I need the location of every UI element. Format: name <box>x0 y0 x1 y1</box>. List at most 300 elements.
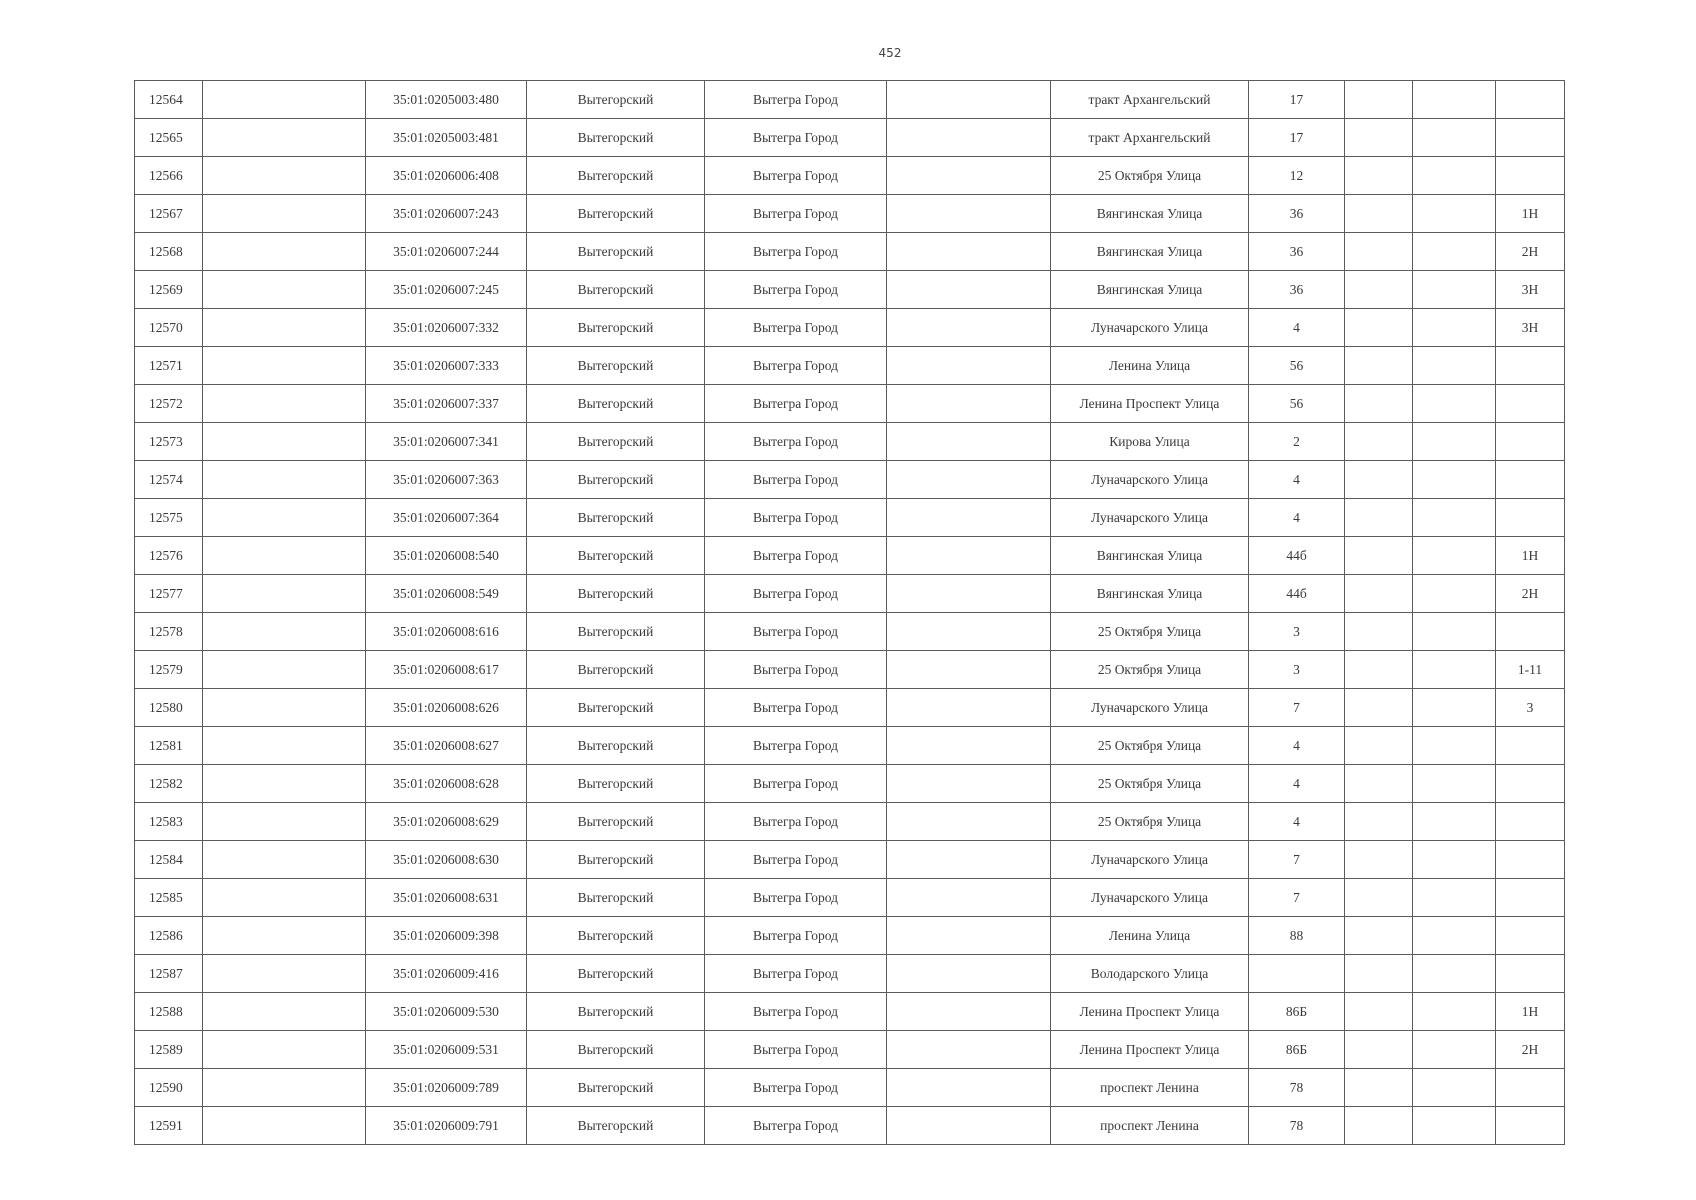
district-cell: Вытегорский <box>527 537 705 575</box>
apartment-cell <box>1496 1069 1565 1107</box>
street-cell: 25 Октября Улица <box>1051 803 1249 841</box>
building-cell <box>1345 689 1413 727</box>
locality-cell <box>887 499 1051 537</box>
district-cell: Вытегорский <box>527 727 705 765</box>
structure-cell <box>1413 119 1496 157</box>
record-number-cell: 12577 <box>135 575 203 613</box>
building-cell <box>1345 727 1413 765</box>
cadastral-number-cell: 35:01:0206009:531 <box>366 1031 527 1069</box>
structure-cell <box>1413 917 1496 955</box>
table-row <box>135 955 1565 993</box>
apartment-cell <box>1496 727 1565 765</box>
blank-column-cell <box>203 955 366 993</box>
district-cell: Вытегорский <box>527 879 705 917</box>
blank-column-cell <box>203 461 366 499</box>
locality-cell <box>887 613 1051 651</box>
settlement-cell: Вытегра Город <box>705 81 887 119</box>
apartment-cell <box>1496 347 1565 385</box>
district-cell: Вытегорский <box>527 81 705 119</box>
house-number-cell: 3 <box>1249 651 1345 689</box>
settlement-cell: Вытегра Город <box>705 157 887 195</box>
house-number-cell: 56 <box>1249 385 1345 423</box>
blank-column-cell <box>203 1031 366 1069</box>
street-cell: Вянгинская Улица <box>1051 195 1249 233</box>
settlement-cell: Вытегра Город <box>705 955 887 993</box>
locality-cell <box>887 803 1051 841</box>
house-number-cell: 4 <box>1249 727 1345 765</box>
record-number-cell: 12580 <box>135 689 203 727</box>
locality-cell <box>887 1107 1051 1145</box>
street-cell: Луначарского Улица <box>1051 499 1249 537</box>
table-row <box>135 727 1565 765</box>
table-row <box>135 81 1565 119</box>
cadastral-number-cell: 35:01:0206008:628 <box>366 765 527 803</box>
cadastral-number-cell: 35:01:0206009:416 <box>366 955 527 993</box>
building-cell <box>1345 347 1413 385</box>
record-number-cell: 12576 <box>135 537 203 575</box>
blank-column-cell <box>203 879 366 917</box>
table-row <box>135 841 1565 879</box>
house-number-cell: 78 <box>1249 1107 1345 1145</box>
settlement-cell: Вытегра Город <box>705 803 887 841</box>
blank-column-cell <box>203 993 366 1031</box>
cadastral-number-cell: 35:01:0206008:626 <box>366 689 527 727</box>
district-cell: Вытегорский <box>527 803 705 841</box>
table-row <box>135 613 1565 651</box>
building-cell <box>1345 233 1413 271</box>
house-number-cell: 12 <box>1249 157 1345 195</box>
district-cell: Вытегорский <box>527 309 705 347</box>
street-cell: Луначарского Улица <box>1051 841 1249 879</box>
record-number-cell: 12591 <box>135 1107 203 1145</box>
cadastral-number-cell: 35:01:0206006:408 <box>366 157 527 195</box>
street-cell: Луначарского Улица <box>1051 461 1249 499</box>
table-row <box>135 499 1565 537</box>
settlement-cell: Вытегра Город <box>705 575 887 613</box>
blank-column-cell <box>203 157 366 195</box>
building-cell <box>1345 499 1413 537</box>
street-cell: 25 Октября Улица <box>1051 727 1249 765</box>
settlement-cell: Вытегра Город <box>705 537 887 575</box>
locality-cell <box>887 651 1051 689</box>
building-cell <box>1345 1107 1413 1145</box>
house-number-cell: 88 <box>1249 917 1345 955</box>
table-row <box>135 195 1565 233</box>
locality-cell <box>887 195 1051 233</box>
house-number-cell: 36 <box>1249 271 1345 309</box>
house-number-cell: 7 <box>1249 841 1345 879</box>
table-row <box>135 1069 1565 1107</box>
record-number-cell: 12568 <box>135 233 203 271</box>
apartment-cell <box>1496 841 1565 879</box>
street-cell: Кирова Улица <box>1051 423 1249 461</box>
settlement-cell: Вытегра Город <box>705 993 887 1031</box>
blank-column-cell <box>203 233 366 271</box>
structure-cell <box>1413 81 1496 119</box>
blank-column-cell <box>203 81 366 119</box>
district-cell: Вытегорский <box>527 1107 705 1145</box>
settlement-cell: Вытегра Город <box>705 1031 887 1069</box>
building-cell <box>1345 157 1413 195</box>
street-cell: Ленина Улица <box>1051 347 1249 385</box>
street-cell: Луначарского Улица <box>1051 879 1249 917</box>
apartment-cell: 3Н <box>1496 309 1565 347</box>
cadastral-number-cell: 35:01:0206008:616 <box>366 613 527 651</box>
record-number-cell: 12586 <box>135 917 203 955</box>
house-number-cell: 2 <box>1249 423 1345 461</box>
building-cell <box>1345 803 1413 841</box>
cadastral-number-cell: 35:01:0206007:333 <box>366 347 527 385</box>
record-number-cell: 12590 <box>135 1069 203 1107</box>
structure-cell <box>1413 651 1496 689</box>
settlement-cell: Вытегра Город <box>705 461 887 499</box>
apartment-cell <box>1496 803 1565 841</box>
apartment-cell: 1Н <box>1496 195 1565 233</box>
table-row <box>135 309 1565 347</box>
cadastral-number-cell: 35:01:0206007:341 <box>366 423 527 461</box>
record-number-cell: 12570 <box>135 309 203 347</box>
building-cell <box>1345 271 1413 309</box>
structure-cell <box>1413 385 1496 423</box>
apartment-cell <box>1496 385 1565 423</box>
blank-column-cell <box>203 1069 366 1107</box>
cadastral-number-cell: 35:01:0206007:243 <box>366 195 527 233</box>
locality-cell <box>887 461 1051 499</box>
structure-cell <box>1413 233 1496 271</box>
settlement-cell: Вытегра Город <box>705 233 887 271</box>
cadastral-number-cell: 35:01:0205003:480 <box>366 81 527 119</box>
district-cell: Вытегорский <box>527 765 705 803</box>
record-number-cell: 12587 <box>135 955 203 993</box>
district-cell: Вытегорский <box>527 1031 705 1069</box>
house-number-cell: 44б <box>1249 575 1345 613</box>
structure-cell <box>1413 1069 1496 1107</box>
street-cell: 25 Октября Улица <box>1051 651 1249 689</box>
settlement-cell: Вытегра Город <box>705 879 887 917</box>
house-number-cell: 17 <box>1249 81 1345 119</box>
building-cell <box>1345 423 1413 461</box>
building-cell <box>1345 575 1413 613</box>
house-number-cell: 56 <box>1249 347 1345 385</box>
record-number-cell: 12582 <box>135 765 203 803</box>
locality-cell <box>887 727 1051 765</box>
settlement-cell: Вытегра Город <box>705 271 887 309</box>
street-cell: Ленина Проспект Улица <box>1051 993 1249 1031</box>
house-number-cell: 7 <box>1249 689 1345 727</box>
apartment-cell <box>1496 423 1565 461</box>
record-number-cell: 12567 <box>135 195 203 233</box>
structure-cell <box>1413 765 1496 803</box>
street-cell: тракт Архангельский <box>1051 81 1249 119</box>
record-number-cell: 12565 <box>135 119 203 157</box>
cadastral-number-cell: 35:01:0206007:244 <box>366 233 527 271</box>
locality-cell <box>887 955 1051 993</box>
building-cell <box>1345 385 1413 423</box>
locality-cell <box>887 765 1051 803</box>
building-cell <box>1345 879 1413 917</box>
record-number-cell: 12583 <box>135 803 203 841</box>
settlement-cell: Вытегра Город <box>705 841 887 879</box>
house-number-cell: 44б <box>1249 537 1345 575</box>
street-cell: Ленина Улица <box>1051 917 1249 955</box>
blank-column-cell <box>203 309 366 347</box>
locality-cell <box>887 423 1051 461</box>
structure-cell <box>1413 993 1496 1031</box>
table-row <box>135 993 1565 1031</box>
locality-cell <box>887 1069 1051 1107</box>
building-cell <box>1345 955 1413 993</box>
table-row <box>135 803 1565 841</box>
record-number-cell: 12575 <box>135 499 203 537</box>
apartment-cell: 3 <box>1496 689 1565 727</box>
house-number-cell <box>1249 955 1345 993</box>
table-row <box>135 347 1565 385</box>
structure-cell <box>1413 157 1496 195</box>
district-cell: Вытегорский <box>527 689 705 727</box>
structure-cell <box>1413 537 1496 575</box>
house-number-cell: 4 <box>1249 765 1345 803</box>
blank-column-cell <box>203 423 366 461</box>
settlement-cell: Вытегра Город <box>705 765 887 803</box>
structure-cell <box>1413 1107 1496 1145</box>
settlement-cell: Вытегра Город <box>705 613 887 651</box>
table-row <box>135 461 1565 499</box>
structure-cell <box>1413 423 1496 461</box>
registry-table <box>134 80 1565 1145</box>
record-number-cell: 12588 <box>135 993 203 1031</box>
apartment-cell <box>1496 81 1565 119</box>
record-number-cell: 12581 <box>135 727 203 765</box>
table-row <box>135 575 1565 613</box>
apartment-cell <box>1496 879 1565 917</box>
cadastral-number-cell: 35:01:0206009:398 <box>366 917 527 955</box>
blank-column-cell <box>203 917 366 955</box>
locality-cell <box>887 157 1051 195</box>
cadastral-number-cell: 35:01:0206008:627 <box>366 727 527 765</box>
blank-column-cell <box>203 347 366 385</box>
locality-cell <box>887 81 1051 119</box>
house-number-cell: 36 <box>1249 233 1345 271</box>
settlement-cell: Вытегра Город <box>705 309 887 347</box>
street-cell: Вянгинская Улица <box>1051 233 1249 271</box>
settlement-cell: Вытегра Город <box>705 347 887 385</box>
structure-cell <box>1413 879 1496 917</box>
building-cell <box>1345 1031 1413 1069</box>
building-cell <box>1345 765 1413 803</box>
building-cell <box>1345 1069 1413 1107</box>
record-number-cell: 12571 <box>135 347 203 385</box>
table-row <box>135 879 1565 917</box>
settlement-cell: Вытегра Город <box>705 499 887 537</box>
street-cell: 25 Октября Улица <box>1051 613 1249 651</box>
blank-column-cell <box>203 613 366 651</box>
record-number-cell: 12589 <box>135 1031 203 1069</box>
apartment-cell <box>1496 613 1565 651</box>
blank-column-cell <box>203 841 366 879</box>
apartment-cell <box>1496 765 1565 803</box>
district-cell: Вытегорский <box>527 461 705 499</box>
cadastral-number-cell: 35:01:0206008:629 <box>366 803 527 841</box>
structure-cell <box>1413 499 1496 537</box>
street-cell: Вянгинская Улица <box>1051 537 1249 575</box>
district-cell: Вытегорский <box>527 233 705 271</box>
district-cell: Вытегорский <box>527 423 705 461</box>
record-number-cell: 12584 <box>135 841 203 879</box>
record-number-cell: 12585 <box>135 879 203 917</box>
structure-cell <box>1413 727 1496 765</box>
street-cell: тракт Архангельский <box>1051 119 1249 157</box>
structure-cell <box>1413 613 1496 651</box>
cadastral-number-cell: 35:01:0205003:481 <box>366 119 527 157</box>
structure-cell <box>1413 461 1496 499</box>
district-cell: Вытегорский <box>527 347 705 385</box>
street-cell: Луначарского Улица <box>1051 689 1249 727</box>
district-cell: Вытегорский <box>527 385 705 423</box>
district-cell: Вытегорский <box>527 613 705 651</box>
building-cell <box>1345 537 1413 575</box>
record-number-cell: 12569 <box>135 271 203 309</box>
locality-cell <box>887 993 1051 1031</box>
apartment-cell: 1-11 <box>1496 651 1565 689</box>
table-row <box>135 917 1565 955</box>
street-cell: 25 Октября Улица <box>1051 765 1249 803</box>
cadastral-number-cell: 35:01:0206007:364 <box>366 499 527 537</box>
locality-cell <box>887 841 1051 879</box>
locality-cell <box>887 309 1051 347</box>
structure-cell <box>1413 841 1496 879</box>
district-cell: Вытегорский <box>527 841 705 879</box>
street-cell: Вянгинская Улица <box>1051 271 1249 309</box>
cadastral-number-cell: 35:01:0206008:630 <box>366 841 527 879</box>
building-cell <box>1345 461 1413 499</box>
apartment-cell: 1Н <box>1496 993 1565 1031</box>
structure-cell <box>1413 803 1496 841</box>
table-row <box>135 385 1565 423</box>
structure-cell <box>1413 195 1496 233</box>
apartment-cell: 2Н <box>1496 575 1565 613</box>
blank-column-cell <box>203 765 366 803</box>
page-number: 452 <box>878 46 902 60</box>
settlement-cell: Вытегра Город <box>705 727 887 765</box>
cadastral-number-cell: 35:01:0206008:549 <box>366 575 527 613</box>
house-number-cell: 78 <box>1249 1069 1345 1107</box>
building-cell <box>1345 195 1413 233</box>
district-cell: Вытегорский <box>527 1069 705 1107</box>
blank-column-cell <box>203 575 366 613</box>
house-number-cell: 4 <box>1249 461 1345 499</box>
record-number-cell: 12573 <box>135 423 203 461</box>
settlement-cell: Вытегра Город <box>705 1069 887 1107</box>
settlement-cell: Вытегра Город <box>705 423 887 461</box>
district-cell: Вытегорский <box>527 499 705 537</box>
district-cell: Вытегорский <box>527 195 705 233</box>
street-cell: 25 Октября Улица <box>1051 157 1249 195</box>
record-number-cell: 12578 <box>135 613 203 651</box>
cadastral-number-cell: 35:01:0206007:245 <box>366 271 527 309</box>
blank-column-cell <box>203 499 366 537</box>
street-cell: Ленина Проспект Улица <box>1051 385 1249 423</box>
settlement-cell: Вытегра Город <box>705 651 887 689</box>
blank-column-cell <box>203 651 366 689</box>
street-cell: проспект Ленина <box>1051 1107 1249 1145</box>
cadastral-number-cell: 35:01:0206008:617 <box>366 651 527 689</box>
structure-cell <box>1413 347 1496 385</box>
building-cell <box>1345 917 1413 955</box>
locality-cell <box>887 271 1051 309</box>
apartment-cell <box>1496 955 1565 993</box>
apartment-cell <box>1496 917 1565 955</box>
building-cell <box>1345 613 1413 651</box>
settlement-cell: Вытегра Город <box>705 119 887 157</box>
apartment-cell <box>1496 461 1565 499</box>
locality-cell <box>887 917 1051 955</box>
blank-column-cell <box>203 385 366 423</box>
blank-column-cell <box>203 689 366 727</box>
building-cell <box>1345 841 1413 879</box>
cadastral-number-cell: 35:01:0206007:332 <box>366 309 527 347</box>
table-row <box>135 689 1565 727</box>
cadastral-number-cell: 35:01:0206008:540 <box>366 537 527 575</box>
locality-cell <box>887 119 1051 157</box>
table-row <box>135 765 1565 803</box>
structure-cell <box>1413 309 1496 347</box>
locality-cell <box>887 1031 1051 1069</box>
building-cell <box>1345 993 1413 1031</box>
apartment-cell: 1Н <box>1496 537 1565 575</box>
apartment-cell <box>1496 1107 1565 1145</box>
locality-cell <box>887 575 1051 613</box>
registry-body <box>135 81 1565 1145</box>
blank-column-cell <box>203 271 366 309</box>
apartment-cell <box>1496 157 1565 195</box>
table-row <box>135 271 1565 309</box>
table-row <box>135 233 1565 271</box>
structure-cell <box>1413 1031 1496 1069</box>
settlement-cell: Вытегра Город <box>705 689 887 727</box>
structure-cell <box>1413 271 1496 309</box>
cadastral-number-cell: 35:01:0206007:363 <box>366 461 527 499</box>
record-number-cell: 12566 <box>135 157 203 195</box>
blank-column-cell <box>203 1107 366 1145</box>
street-cell: Володарского Улица <box>1051 955 1249 993</box>
blank-column-cell <box>203 195 366 233</box>
blank-column-cell <box>203 119 366 157</box>
house-number-cell: 17 <box>1249 119 1345 157</box>
table-row <box>135 537 1565 575</box>
street-cell: проспект Ленина <box>1051 1069 1249 1107</box>
building-cell <box>1345 119 1413 157</box>
structure-cell <box>1413 689 1496 727</box>
cadastral-number-cell: 35:01:0206009:530 <box>366 993 527 1031</box>
district-cell: Вытегорский <box>527 917 705 955</box>
cadastral-number-cell: 35:01:0206008:631 <box>366 879 527 917</box>
locality-cell <box>887 689 1051 727</box>
locality-cell <box>887 385 1051 423</box>
street-cell: Луначарского Улица <box>1051 309 1249 347</box>
locality-cell <box>887 233 1051 271</box>
table-row <box>135 119 1565 157</box>
apartment-cell: 2Н <box>1496 233 1565 271</box>
record-number-cell: 12574 <box>135 461 203 499</box>
settlement-cell: Вытегра Город <box>705 385 887 423</box>
house-number-cell: 36 <box>1249 195 1345 233</box>
apartment-cell <box>1496 119 1565 157</box>
table-row <box>135 157 1565 195</box>
blank-column-cell <box>203 803 366 841</box>
house-number-cell: 86Б <box>1249 1031 1345 1069</box>
district-cell: Вытегорский <box>527 993 705 1031</box>
district-cell: Вытегорский <box>527 271 705 309</box>
